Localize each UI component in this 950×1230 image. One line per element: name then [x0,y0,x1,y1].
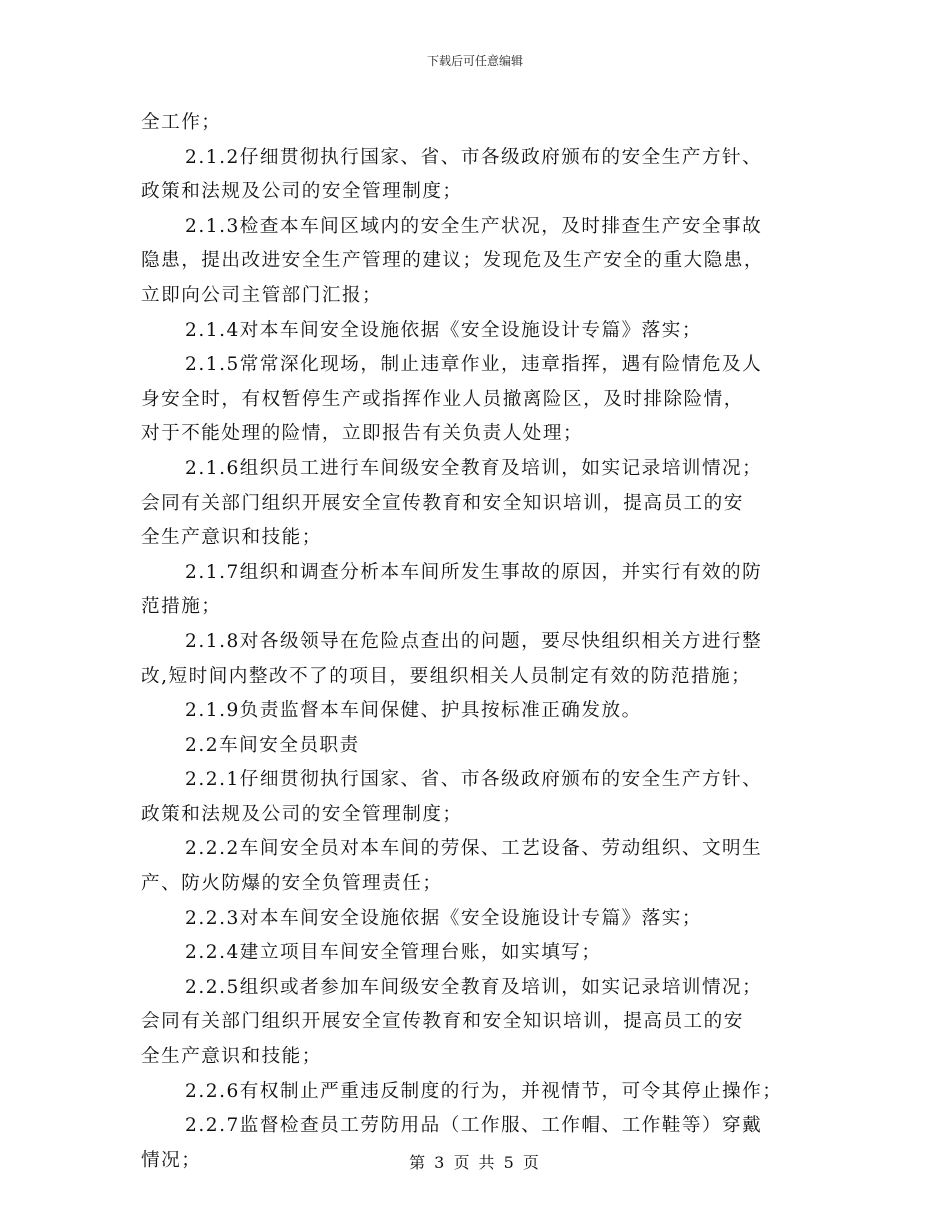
text-line: 政策和法规及公司的安全管理制度； [141,803,463,825]
text-line: 产、防火防爆的安全负管理责任； [141,873,443,895]
page-header: 下载后可任意编辑 [426,54,523,68]
text-line: 2.2.6有权制止严重违反制度的行为，并视情节，可令其停止操作； [185,1080,783,1102]
text-line: 2.1.5常常深化现场，制止违章作业，违章指挥，遇有险情危及人 [185,354,763,376]
text-line: 2.1.9负责监督本车间保健、护具按标准正确发放。 [185,700,642,722]
text-line: 2.2.5组织或者参加车间级安全教育及培训，如实记录培训情况； [185,976,763,998]
text-line: 2.1.2仔细贯彻执行国家、省、市各级政府颁布的安全生产方针、 [185,146,763,168]
text-line: 2.1.8对各级领导在危险点查出的问题，要尽快组织相关方进行整 [185,630,763,652]
text-line: 立即向公司主管部门汇报； [141,284,383,306]
document-body [141,106,821,1178]
text-line: 会同有关部门组织开展安全宣传教育和安全知识培训，提高员工的安 [141,492,744,514]
text-line: 对于不能处理的险情，立即报告有关负责人处理； [141,423,584,445]
text-line: 范措施； [141,596,222,618]
text-line: 身安全时，有权暂停生产或指挥作业人员撤离险区，及时排除险情， [141,388,744,410]
text-line: 2.2.3对本车间安全设施依据《安全设施设计专篇》落实； [185,907,702,929]
text-line: 全生产意识和技能； [141,1046,322,1068]
section-heading: 2.2车间安全员职责 [185,734,360,756]
text-line: 改,短时间内整改不了的项目，要组织相关人员制定有效的防范措施； [141,665,752,687]
text-line: 政策和法规及公司的安全管理制度； [141,181,463,203]
text-line: 2.2.2车间安全员对本车间的劳保、工艺设备、劳动组织、文明生 [185,838,763,860]
text-line: 隐患，提出改进安全生产管理的建议；发现危及生产安全的重大隐患， [141,250,764,272]
text-line: 全生产意识和技能； [141,527,322,549]
text-line: 2.1.6组织员工进行车间级安全教育及培训，如实记录培训情况； [185,457,763,479]
text-line: 2.2.4建立项目车间安全管理台账，如实填写； [185,942,602,964]
text-line: 2.2.7监督检查员工劳防用品（工作服、工作帽、工作鞋等）穿戴 [185,1115,763,1137]
text-line: 2.1.7组织和调查分析本车间所发生事故的原因，并实行有效的防 [185,561,763,583]
text-line: 2.1.3检查本车间区域内的安全生产状况，及时排查生产安全事故 [185,215,763,237]
text-line: 2.1.4对本车间安全设施依据《安全设施设计专篇》落实； [185,319,702,341]
page-number-footer: 第 3 页 共 5 页 [409,1153,541,1172]
text-line: 会同有关部门组织开展安全宣传教育和安全知识培训，提高员工的安 [141,1011,744,1033]
text-line: 情况； [141,1149,202,1171]
text-line: 全工作； [141,112,222,133]
text-line: 2.2.1仔细贯彻执行国家、省、市各级政府颁布的安全生产方针、 [185,769,763,791]
